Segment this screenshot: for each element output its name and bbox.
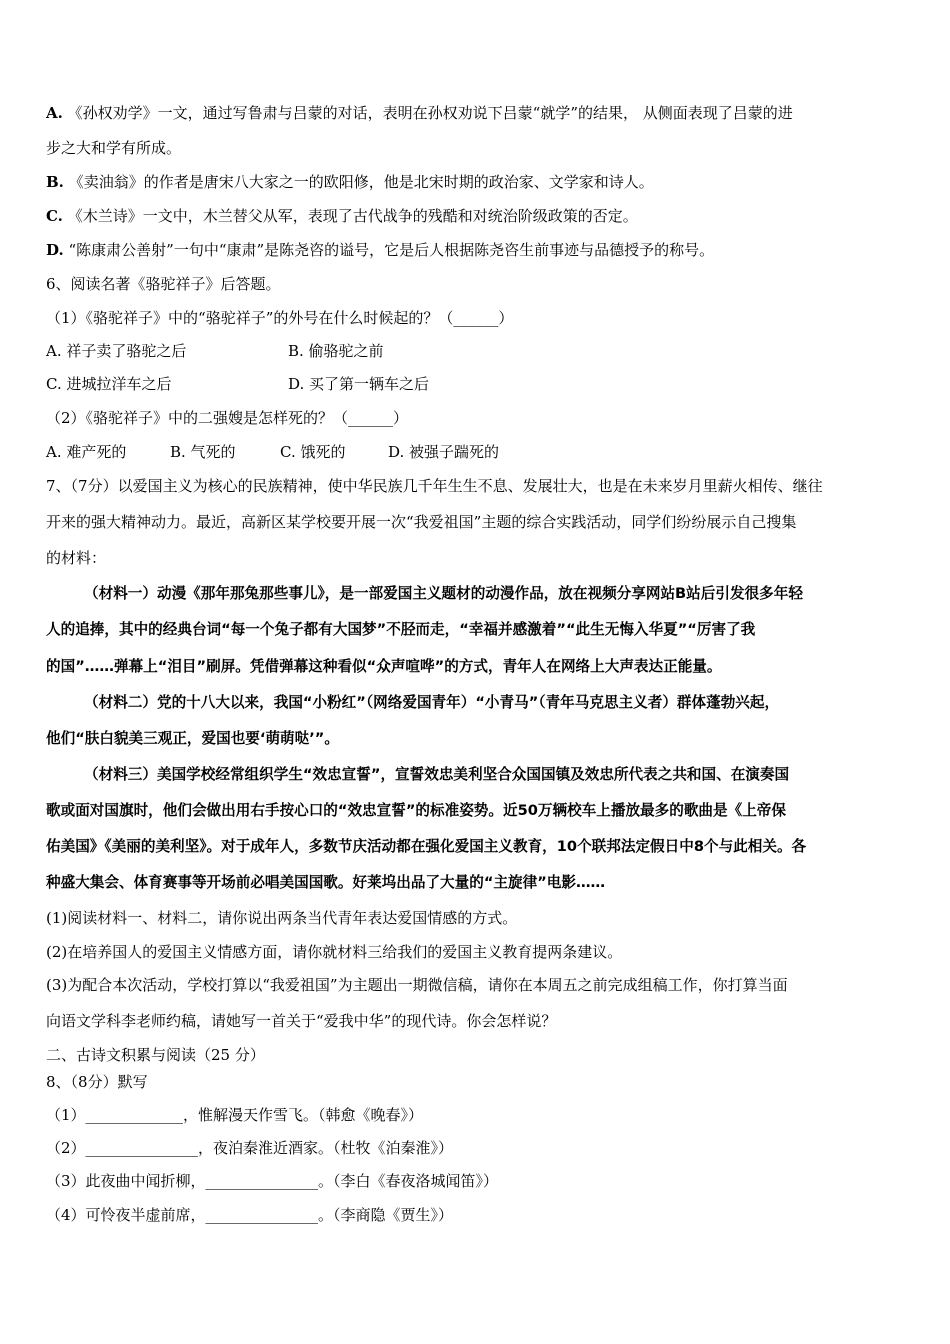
q8-item-3: （3）此夜曲中闻折柳，_______________。（李白《春夜洛城闻笛》）: [46, 1172, 499, 1190]
q6-sub1-option-b: B. 偷骆驼之前: [288, 342, 384, 360]
q6-sub2: （2）《骆驼祥子》中的二强嫂是怎样死的？（______）: [46, 409, 409, 427]
q6-sub2-option-d: D. 被强子踹死的: [388, 443, 500, 461]
q8-item-1: （1）_____________，惟解漫天作雪飞。（韩愈《晚春》）: [46, 1106, 424, 1124]
material-2-line: （材料二）党的十八大以来，我国“小粉红”（网络爱国青年）“小青马”（青年马克思主义者）群体蓬勃兴起，: [84, 694, 780, 711]
material-3-line: （材料三）美国学校经常组织学生“效忠宣誓”，宣誓效忠美利坚合众国国镇及效忠所代表之共和国、在演奏国: [84, 766, 790, 783]
q5-option-a-cont: 步之大和学有所成。: [46, 139, 182, 157]
section-2-title: 二、古诗文积累与阅读（25 分）: [46, 1046, 265, 1064]
q7-sub2: (2)在培养国人的爱国主义情感方面，请你就材料三给我们的爱国主义教育提两条建议。: [46, 943, 623, 961]
q5-option-a: [46, 106, 793, 121]
q6-sub2-option-a: A. 难产死的: [46, 443, 127, 461]
q6-sub1: （1）《骆驼祥子》中的“骆驼祥子”的外号在什么时候起的？（______）: [46, 309, 514, 327]
option-text: 《卖油翁》的作者是唐宋八大家之一的欧阳修，他是北宋时期的政治家、文学家和诗人。: [68, 173, 654, 191]
material-3-line: 佑美国》《美丽的美利坚》。对于成年人，多数节庆活动都在强化爱国主义教育，10个联邦法定假日中8个与此相关。各: [46, 838, 807, 855]
q5-option-d: [46, 243, 714, 258]
q6-sub1-option-d: D. 买了第一辆车之后: [288, 375, 430, 393]
q7-stem-line: 7、（7分）以爱国主义为核心的民族精神，使中华民族几千年生生不息、发展壮大，也是在未来岁月里薪火相传、继往: [46, 477, 823, 495]
q5-option-c: [46, 209, 638, 224]
material-1-line: （材料一）动漫《那年那兔那些事儿》，是一部爱国主义题材的动漫作品，放在视频分享网站B站后引发很多年轻: [84, 585, 803, 602]
q5-option-b: [46, 175, 654, 190]
material-1-line: 人的追捧，其中的经典台词“每一个兔子都有大国梦”不胫而走，“幸福并感激着”“此生无悔入华夏”“厉害了我: [46, 621, 756, 638]
option-letter: C.: [46, 207, 63, 225]
q7-sub1: (1)阅读材料一、材料二，请你说出两条当代青年表达爱国情感的方式。: [46, 909, 518, 927]
option-letter: D.: [46, 241, 64, 259]
q7-sub3: (3)为配合本次活动，学校打算以“我爱祖国”为主题出一期微信稿，请你在本周五之前完成组稿工作，你打算当面: [46, 976, 788, 994]
q6-sub1-option-c: C. 进城拉洋车之后: [46, 375, 172, 393]
q7-stem-line: 开来的强大精神动力。最近，高新区某学校要开展一次“我爱祖国”主题的综合实践活动，同学们纷纷展示自己搜集: [46, 513, 797, 531]
q8-item-2: （2）_______________，夜泊秦淮近酒家。（杜牧《泊秦淮》）: [46, 1139, 454, 1157]
q8-item-4: （4）可怜夜半虚前席，_______________。（李商隐《贾生》）: [46, 1206, 454, 1224]
material-1-line: 的国”……弹幕上“泪目”刷屏。凭借弹幕这种看似“众声喧哗”的方式，青年人在网络上大声表达正能量。: [46, 658, 722, 675]
material-3-line: 种盛大集会、体育赛事等开场前必唱美国国歌。好莱坞出品了大量的“主旋律”电影……: [46, 874, 606, 891]
option-letter: A.: [46, 104, 63, 122]
q8-stem: 8、（8分）默写: [46, 1073, 148, 1091]
q7-sub3-cont: 向语文学科李老师约稿，请她写一首关于“爱我中华”的现代诗。你会怎样说？: [46, 1012, 557, 1030]
material-3-line: 歌或面对国旗时，他们会做出用右手按心口的“效忠宣誓”的标准姿势。近50万辆校车上播放最多的歌曲是《上帝保: [46, 802, 786, 819]
option-text: 《孙权劝学》一文，通过写鲁肃与吕蒙的对话，表明在孙权劝说下吕蒙“就学”的结果， 从侧面表现了吕蒙的进: [67, 104, 793, 122]
option-text: 《木兰诗》一文中，木兰替父从军，表现了古代战争的残酷和对统治阶级政策的否定。: [67, 207, 638, 225]
q6-sub1-option-a: A. 祥子卖了骆驼之后: [46, 342, 187, 360]
option-letter: B.: [46, 173, 64, 191]
q7-stem-line: 的材料：: [46, 549, 107, 567]
q6-sub2-option-c: C. 饿死的: [280, 443, 346, 461]
q6-stem: 6、阅读名著《骆驼祥子》后答题。: [46, 275, 281, 293]
q6-sub2-option-b: B. 气死的: [170, 443, 236, 461]
material-2-line: 他们“肤白貌美三观正，爱国也要‘萌萌哒’”。: [46, 730, 339, 747]
option-text: “陈康肃公善射”一句中“康肃”是陈尧咨的谥号，它是后人根据陈尧咨生前事迹与品德授予的称号。: [68, 241, 715, 259]
